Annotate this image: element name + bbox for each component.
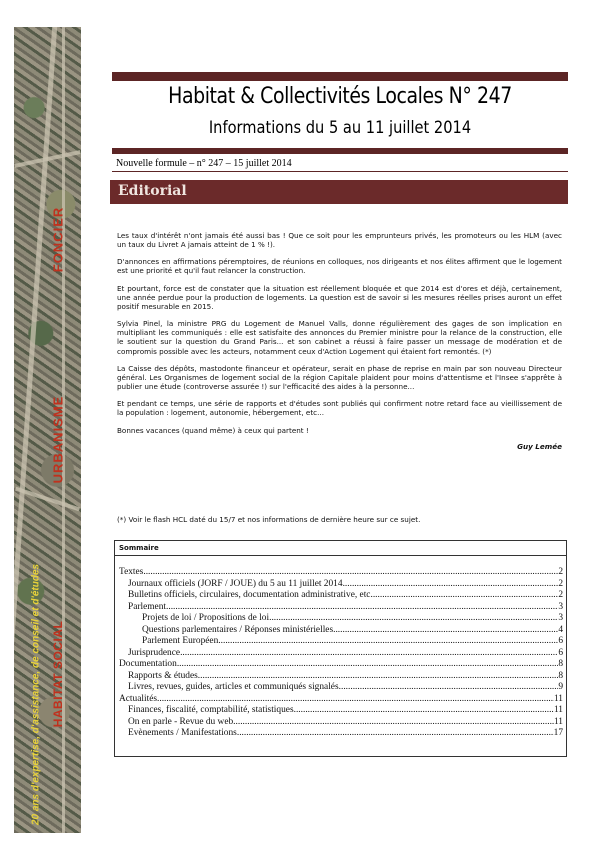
toc-entry-label: Rapports & études bbox=[128, 670, 198, 681]
editorial-paragraph: Et pendant ce temps, une série de rapports et d'études sont publiés qui confirment notre retard face au vieillissement de la population : logement, autonomie, hébergement, etc... bbox=[117, 399, 562, 418]
toc-entry[interactable] bbox=[119, 636, 563, 648]
toc-entry-label: Textes bbox=[119, 567, 144, 577]
toc-entry-page: 17 bbox=[553, 728, 563, 738]
side-label-foncier: FONCIER bbox=[50, 206, 66, 273]
toc-entry-page: 2 bbox=[558, 567, 563, 577]
toc-leader-dots bbox=[294, 705, 554, 717]
editorial-paragraph: D'annonces en affirmations péremptoires, de réunions en colloques, nos dirigeants et nos élites affirment que le logement est une priorité et qu'il faut relancer la construction. bbox=[117, 257, 562, 276]
editorial-paragraph: Et pourtant, force est de constater que la situation est réellement bloquée et que 2014 est d'ores et déjà, certainement, une année perdue pour la production de logements. La question est de savoir si les mesures réelles prises auront un effet positif mesurable en 2015. bbox=[117, 283, 562, 311]
toc-leader-dots bbox=[157, 694, 554, 706]
toc-entry-label: Questions parlementaires / Réponses ministérielles bbox=[142, 624, 334, 635]
toc-entry[interactable] bbox=[119, 613, 563, 625]
editorial-heading: Editorial bbox=[118, 183, 187, 199]
toc-entry-page: 6 bbox=[558, 636, 563, 646]
toc-entry[interactable] bbox=[119, 648, 563, 660]
newsletter-title: Habitat & Collectivités Locales N° 247 bbox=[168, 84, 512, 109]
toc-entry-label: Parlement Européen bbox=[142, 636, 219, 646]
toc-entry-page: 3 bbox=[558, 601, 563, 612]
toc-leader-dots bbox=[218, 636, 558, 648]
toc-entry-label: Documentation bbox=[119, 659, 177, 669]
toc-entry[interactable] bbox=[119, 625, 563, 637]
toc-entry-label: Parlement bbox=[128, 601, 167, 612]
toc-leader-dots bbox=[333, 625, 558, 637]
toc-entry-label: Bulletins officiels, circulaires, documentation administrative, etc. bbox=[128, 590, 373, 600]
toc-entry-page: 8 bbox=[558, 659, 563, 669]
toc-entry-label: Actualités bbox=[119, 693, 158, 704]
toc-entry[interactable] bbox=[119, 659, 563, 671]
toc-entry[interactable] bbox=[119, 705, 563, 717]
toc-entry-page: 2 bbox=[558, 590, 563, 600]
toc-leader-dots bbox=[177, 659, 559, 671]
editorial-signature: Guy Lemée bbox=[517, 441, 562, 451]
toc-entry-label: Finances, fiscalité, comptabilité, statistiques bbox=[128, 705, 294, 715]
side-label-urbanisme: URBANISME bbox=[50, 395, 66, 484]
toc-entry-page: 3 bbox=[558, 613, 563, 623]
editorial-header-bar bbox=[110, 180, 568, 204]
toc-entry[interactable] bbox=[119, 728, 563, 740]
toc-entry-page: 2 bbox=[558, 578, 563, 589]
top-rule bbox=[112, 72, 568, 81]
toc-leader-dots bbox=[198, 671, 559, 683]
toc-entry-page: 11 bbox=[553, 693, 563, 704]
toc-leader-dots bbox=[237, 728, 554, 740]
table-of-contents bbox=[114, 540, 567, 757]
toc-entry-label: Livres, revues, guides, articles et communiqués signalés bbox=[128, 682, 339, 692]
toc-entry[interactable] bbox=[119, 671, 563, 683]
side-label-habitat-social: HABITAT SOCIAL bbox=[51, 620, 65, 728]
thin-rule bbox=[112, 171, 568, 172]
toc-entry[interactable] bbox=[119, 717, 563, 729]
toc-leader-dots bbox=[180, 648, 558, 660]
toc-entry-label: On en parle - Revue du web bbox=[128, 716, 234, 727]
toc-entry-label: Projets de loi / Propositions de loi bbox=[142, 613, 270, 623]
toc-leader-dots bbox=[143, 567, 558, 579]
toc-entry-page: 8 bbox=[558, 670, 563, 681]
mid-rule bbox=[112, 148, 568, 154]
toc-entry-label: Journaux officiels (JORF / JOUE) du 5 au 11 juillet 2014 bbox=[128, 578, 343, 589]
toc-entry-page: 4 bbox=[558, 624, 563, 635]
editorial-paragraph: Bonnes vacances (quand même) à ceux qui partent ! bbox=[117, 425, 309, 435]
newsletter-subtitle: Informations du 5 au 11 juillet 2014 bbox=[208, 118, 472, 138]
side-tagline: 20 ans d'expertise, d'assistance, de conseil et d'études bbox=[30, 563, 42, 826]
aerial-photo-strip bbox=[14, 27, 81, 833]
toc-entry-page: 11 bbox=[553, 705, 563, 715]
edition-line: Nouvelle formule – n° 247 – 15 juillet 2014 bbox=[116, 158, 292, 169]
toc-entry[interactable] bbox=[119, 682, 563, 694]
editorial-paragraph: La Caisse des dépôts, mastodonte financeur et opérateur, serait en phase de reprise en main par son nouveau Directeur général. Les Organismes de logement social de la région Capitale plaident pour moins d'attentisme et l'Insee s'apprête à publier une étude (controverse assurée !) sur l'efficacité des aides à la personne... bbox=[117, 363, 562, 391]
toc-entry-page: 9 bbox=[558, 682, 563, 692]
editorial-paragraph: Sylvia Pinel, la ministre PRG du Logement de Manuel Valls, donne régulièrement des gages de son implication en multipliant les communiqués : elle est satisfaite des annonces du Premier ministre pour la relance de la construction, elle le soutient sur la question du Grand Paris... et son cabinet a réussi à faire passer un message de modération et de compromis possible avec les acteurs, notamment ceux d'Action Logement qui étaient fort remontés. (*) bbox=[117, 319, 562, 356]
toc-entry[interactable] bbox=[119, 602, 563, 614]
toc-entry[interactable] bbox=[119, 567, 563, 579]
toc-leader-dots bbox=[269, 613, 558, 625]
toc-entry-page: 6 bbox=[558, 647, 563, 658]
editorial-paragraph: Les taux d'intérêt n'ont jamais été aussi bas ! Que ce soit pour les emprunteurs privés, les promoteurs ou les HLM (avec un taux du Livret A jamais atteint de 1 % !). bbox=[117, 231, 562, 250]
toc-leader-dots bbox=[339, 682, 559, 694]
toc-entry-page: 11 bbox=[553, 716, 563, 727]
toc-leader-dots bbox=[343, 579, 559, 591]
toc-leader-dots bbox=[373, 590, 559, 602]
editorial-footnote: (*) Voir le flash HCL daté du 15/7 et nos informations de dernière heure sur ce sujet. bbox=[117, 515, 421, 524]
toc-leader-dots bbox=[233, 717, 554, 729]
toc-entry[interactable] bbox=[119, 579, 563, 591]
toc-entry-label: Jurisprudence bbox=[128, 647, 181, 658]
toc-entry[interactable] bbox=[119, 694, 563, 706]
toc-list bbox=[119, 567, 563, 740]
editorial-body bbox=[117, 231, 562, 459]
toc-leader-dots bbox=[166, 602, 558, 614]
toc-entry-label: Evènements / Manifestations bbox=[128, 728, 237, 738]
toc-entry[interactable] bbox=[119, 590, 563, 602]
toc-heading: Sommaire bbox=[115, 541, 566, 556]
